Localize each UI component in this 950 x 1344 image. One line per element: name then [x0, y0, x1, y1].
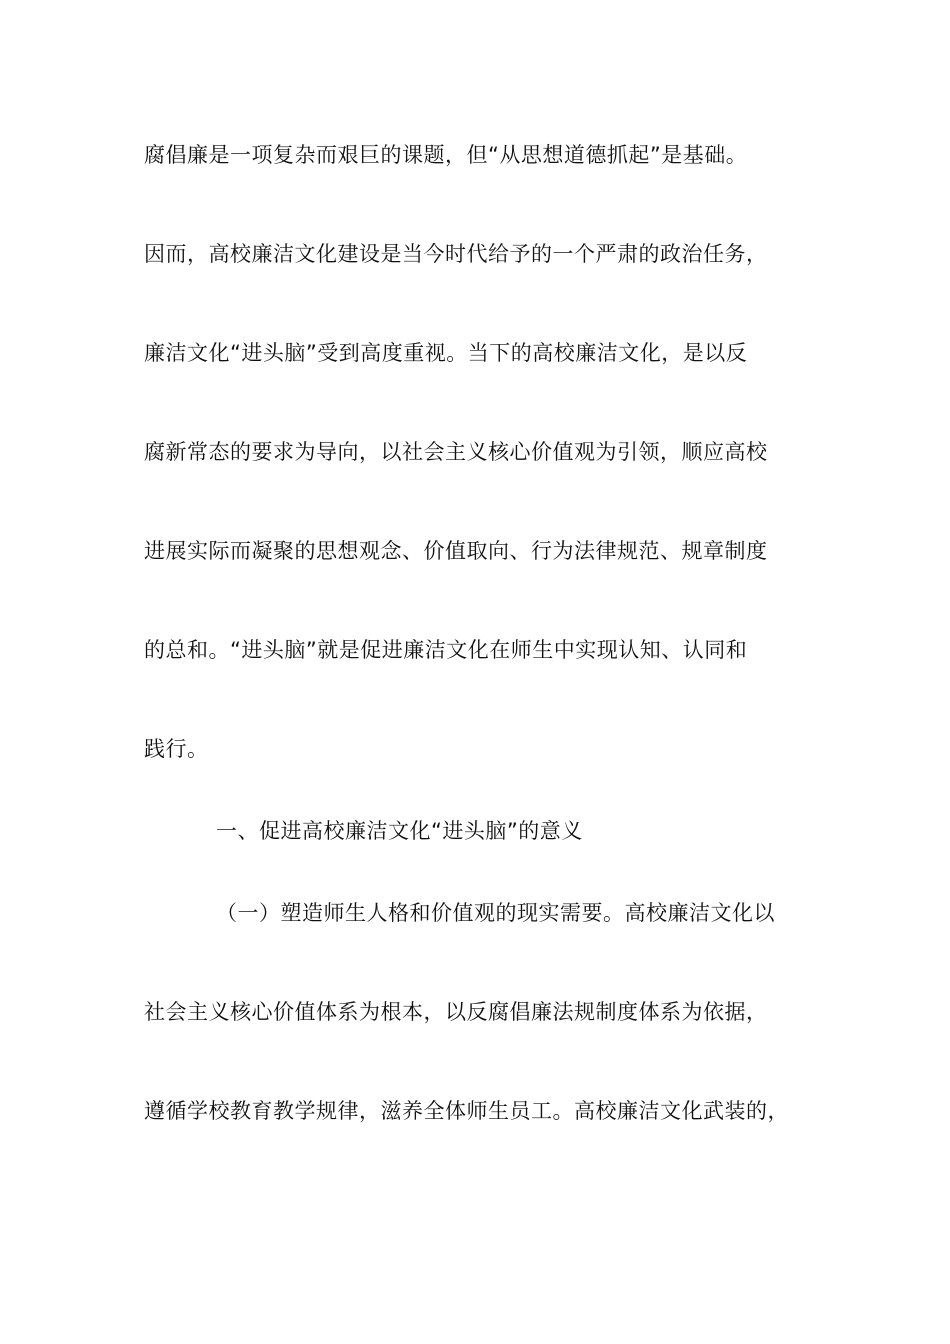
paragraph-line-10: 社会主义核心价值体系为根本，以反腐倡廉法规制度体系为依据， — [144, 1000, 768, 1024]
paragraph-line-1: 腐倡廉是一项复杂而艰巨的课题，但“从思想道德抓起”是基础。 — [144, 143, 748, 167]
paragraph-line-5: 进展实际而凝聚的思想观念、价值取向、行为法律规范、规章制度 — [144, 539, 768, 563]
paragraph-line-3: 廉洁文化“进头脑”受到高度重视。当下的高校廉洁文化，是以反 — [144, 341, 748, 365]
paragraph-line-11: 遵循学校教育教学规律，滋养全体师生员工。高校廉洁文化武装的， — [144, 1099, 789, 1123]
paragraph-line-2: 因而，高校廉洁文化建设是当今时代给予的一个严肃的政治任务， — [144, 242, 768, 266]
paragraph-line-6: 的总和。“进头脑”就是促进廉洁文化在师生中实现认知、认同和 — [144, 638, 748, 662]
paragraph-line-4: 腐新常态的要求为导向，以社会主义核心价值观为引领，顺应高校 — [144, 440, 768, 464]
subsection-heading-line: （一）塑造师生人格和价值观的现实需要。高校廉洁文化以 — [216, 901, 775, 925]
paragraph-line-7: 践行。 — [144, 737, 209, 761]
section-heading: 一、促进高校廉洁文化“进头脑”的意义 — [216, 819, 583, 843]
